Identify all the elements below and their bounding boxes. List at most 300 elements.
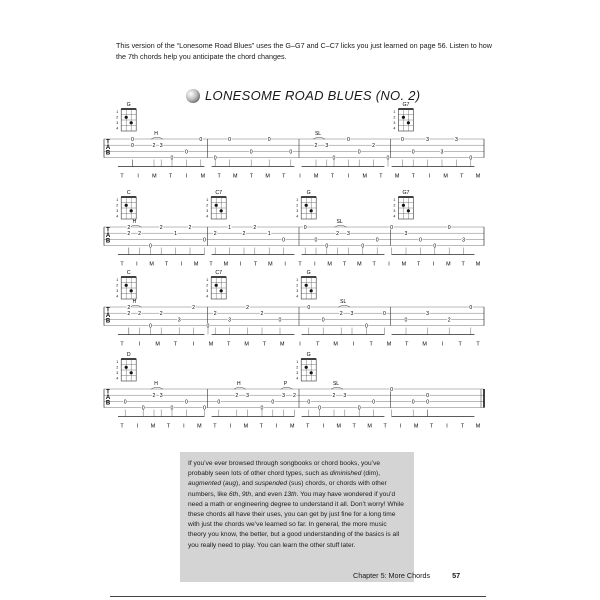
- chapter-title: Chapter 5: More Chords: [353, 571, 431, 580]
- chord-name: C: [126, 270, 131, 276]
- string-number: 2: [296, 203, 299, 208]
- fret-number: 2: [253, 224, 257, 231]
- fret-number: 0: [404, 317, 408, 324]
- picking-finger: I: [180, 261, 183, 268]
- string-number: 1: [206, 278, 209, 282]
- picking-finger: I: [441, 341, 444, 348]
- picking-finger: T: [259, 423, 263, 430]
- picking-finger: T: [306, 423, 310, 430]
- picking-finger: T: [405, 341, 409, 348]
- picking-finger: T: [120, 423, 124, 430]
- picking-finger: M: [233, 173, 238, 180]
- page-footer: [353, 571, 460, 580]
- picking-finger: M: [208, 341, 214, 348]
- finger-dot: [407, 121, 410, 124]
- picking-finger: M: [244, 341, 249, 348]
- picking-finger: M: [475, 423, 481, 430]
- string-number: 4: [296, 214, 299, 219]
- fret-number: 0: [249, 149, 253, 156]
- picking-finger: M: [150, 423, 156, 430]
- picking-finger: M: [265, 173, 270, 180]
- fret-number: 1: [267, 231, 271, 238]
- picking-finger: M: [155, 341, 160, 348]
- picking-finger: I: [276, 423, 278, 430]
- fret-number: 2: [372, 143, 376, 150]
- fret-number: 2: [246, 304, 250, 311]
- fret-number: 2: [213, 311, 217, 318]
- string-number: 1: [296, 278, 299, 282]
- string-number: 3: [116, 289, 119, 293]
- fret-number: 0: [314, 237, 318, 244]
- fret-number: 3: [325, 143, 329, 150]
- finger-dot: [125, 204, 128, 207]
- picking-finger: T: [342, 261, 347, 268]
- fret-number: 2: [138, 231, 142, 238]
- chord-name: G7: [402, 190, 410, 196]
- fret-number: 0: [346, 136, 350, 143]
- fret-number: 0: [148, 323, 152, 330]
- finger-dot: [220, 289, 223, 292]
- picking-finger: T: [476, 341, 480, 348]
- string-number: 3: [206, 209, 209, 213]
- picking-finger: M: [200, 173, 206, 180]
- finger-dot: [130, 371, 133, 374]
- picking-finger: T: [460, 423, 465, 430]
- string-number: 1: [116, 278, 119, 282]
- fret-number: 0: [357, 149, 361, 156]
- picking-finger: I: [399, 423, 402, 430]
- fret-number: 3: [454, 136, 458, 143]
- fret-number: 0: [267, 136, 271, 143]
- chord-types-callout: [180, 452, 414, 582]
- string-number: 2: [116, 365, 119, 370]
- fret-number: 0: [390, 386, 394, 393]
- string-number: 4: [116, 126, 119, 131]
- fret-number: 1: [228, 224, 232, 231]
- fret-number: 0: [357, 405, 361, 412]
- fret-number: 3: [462, 237, 466, 244]
- string-number: 3: [296, 289, 299, 293]
- callout-italic-term: augmented: [188, 480, 221, 488]
- fret-number: 2: [127, 231, 131, 238]
- picking-finger: T: [249, 173, 254, 180]
- picking-finger: I: [185, 173, 188, 180]
- fret-number: 0: [130, 143, 134, 150]
- picking-finger: M: [336, 423, 341, 430]
- string-number: 3: [393, 121, 396, 125]
- technique-mark: SL: [340, 299, 347, 305]
- fret-number: 0: [469, 155, 473, 162]
- finger-dot: [125, 284, 128, 287]
- tab-clef-letter: A: [105, 145, 111, 152]
- tab-clef-letter: B: [105, 400, 111, 407]
- string-number: 3: [296, 209, 299, 213]
- finger-dot: [310, 289, 313, 292]
- callout-text: If you’ve ever browsed through songbooks or chord books, you’ve probably seen lots of other chord types, such as: [188, 460, 381, 478]
- finger-dot: [130, 289, 133, 292]
- fret-number: 0: [318, 405, 322, 412]
- picking-finger: I: [284, 261, 286, 268]
- tab-clef-letter: T: [106, 227, 110, 234]
- picking-finger: T: [120, 261, 124, 268]
- finger-dot: [407, 209, 410, 212]
- fret-number: 0: [390, 224, 394, 231]
- string-number: 2: [206, 203, 209, 208]
- string-number: 1: [116, 198, 119, 202]
- chord-name: G7: [402, 102, 410, 108]
- fret-number: 0: [202, 405, 206, 412]
- fret-number: 2: [314, 143, 318, 150]
- picking-finger: M: [367, 423, 372, 430]
- fret-number: 0: [321, 317, 325, 324]
- finger-dot: [125, 116, 128, 119]
- picking-finger: I: [137, 173, 139, 180]
- fret-number: 3: [177, 317, 181, 324]
- fret-number: 0: [418, 237, 422, 244]
- fret-number: 0: [282, 237, 286, 244]
- picking-finger: T: [383, 423, 387, 430]
- picking-finger: T: [217, 173, 221, 180]
- fret-number: 2: [336, 231, 340, 238]
- fret-number: 0: [332, 155, 336, 162]
- string-number: 4: [116, 214, 119, 219]
- picking-finger: I: [314, 261, 316, 268]
- picking-finger: T: [173, 341, 178, 348]
- string-number: 3: [296, 371, 299, 375]
- fret-number: 0: [170, 405, 174, 412]
- finger-dot: [402, 204, 405, 207]
- string-number: 3: [116, 209, 119, 213]
- finger-dot: [130, 121, 133, 124]
- fret-number: 0: [386, 155, 390, 162]
- chord-name: G: [306, 270, 311, 276]
- fret-number: 3: [228, 317, 232, 324]
- picking-finger: M: [223, 261, 229, 268]
- picking-finger: T: [330, 173, 335, 180]
- fret-number: 3: [346, 231, 350, 238]
- picking-finger: I: [192, 341, 194, 348]
- picking-finger: T: [166, 423, 171, 430]
- picking-finger: T: [282, 173, 286, 180]
- page-number: 57: [452, 571, 461, 580]
- fret-number: 3: [440, 149, 444, 156]
- picking-finger: T: [372, 261, 376, 268]
- callout-italic-term: suspended: [254, 480, 288, 488]
- string-number: 1: [206, 198, 209, 202]
- tab-clef-letter: B: [105, 238, 111, 245]
- fret-number: 0: [307, 399, 311, 406]
- chord-name: G: [306, 352, 311, 358]
- technique-mark: H: [154, 381, 158, 387]
- chord-name: G: [126, 102, 131, 108]
- picking-finger: I: [136, 423, 139, 430]
- picking-finger: M: [193, 261, 199, 268]
- fret-number: 2: [260, 311, 264, 318]
- fret-number: 0: [217, 399, 221, 406]
- picking-finger: T: [120, 173, 124, 180]
- picking-finger: T: [213, 423, 217, 430]
- picking-finger: M: [446, 261, 451, 268]
- picking-finger: M: [401, 261, 407, 268]
- song-title: LONESOME ROAD BLUES (NO. 2): [205, 88, 421, 103]
- string-number: 4: [296, 294, 299, 299]
- fret-number: 0: [170, 155, 174, 162]
- string-number: 4: [393, 126, 396, 131]
- fret-number: 0: [447, 224, 451, 231]
- string-number: 2: [393, 203, 396, 208]
- fret-number: 0: [184, 399, 188, 406]
- picking-finger: I: [322, 423, 324, 430]
- tab-clef-letter: A: [105, 233, 111, 240]
- fret-number: 2: [213, 231, 217, 238]
- finger-dot: [130, 209, 133, 212]
- technique-mark: SL: [314, 131, 322, 137]
- technique-mark: H: [154, 131, 158, 137]
- finger-dot: [310, 209, 313, 212]
- fret-number: 3: [282, 393, 286, 400]
- picking-finger: T: [429, 423, 434, 430]
- callout-text: , and even: [251, 490, 284, 498]
- fret-number: 3: [426, 136, 430, 143]
- string-number: 4: [206, 294, 209, 299]
- string-number: 1: [296, 360, 299, 364]
- finger-dot: [215, 284, 218, 287]
- picking-finger: T: [369, 341, 373, 348]
- fret-number: 0: [260, 405, 264, 412]
- chord-name: G: [306, 190, 311, 196]
- fret-number: 2: [188, 224, 192, 231]
- fret-number: 0: [426, 399, 430, 406]
- picking-finger: T: [417, 261, 421, 268]
- picking-finger: I: [388, 261, 390, 268]
- fret-number: 0: [278, 317, 282, 324]
- picking-finger: I: [229, 423, 232, 430]
- callout-italic-term: aug: [225, 480, 237, 488]
- string-number: 3: [393, 209, 396, 213]
- picking-finger: M: [268, 261, 273, 268]
- fret-number: 2: [235, 393, 239, 400]
- intro-paragraph: This version of the “Lonesome Road Blues” uses the G–G7 and C–C7 licks you just learned on page 56. Listen to how the 7th chords help you anticipate the chord changes.: [116, 41, 492, 61]
- chord-name: C7: [215, 270, 223, 276]
- string-number: 4: [116, 376, 119, 381]
- fret-number: 0: [372, 399, 376, 406]
- picking-finger: M: [362, 173, 367, 180]
- picking-finger: T: [253, 261, 258, 268]
- fret-number: 3: [350, 311, 354, 318]
- callout-text: (dim),: [361, 470, 381, 478]
- picking-finger: I: [432, 261, 435, 268]
- string-number: 2: [116, 203, 119, 208]
- string-number: 2: [296, 365, 299, 370]
- string-number: 1: [116, 360, 119, 364]
- fret-number: 2: [332, 393, 336, 400]
- fret-number: 2: [127, 304, 131, 311]
- picking-finger: T: [379, 173, 383, 180]
- fret-number: 0: [289, 149, 293, 156]
- fret-number: 2: [242, 231, 246, 238]
- picking-finger: I: [299, 341, 301, 348]
- fret-number: 0: [228, 136, 232, 143]
- picking-finger: T: [227, 341, 231, 348]
- finger-dot: [402, 116, 405, 119]
- fret-number: 0: [433, 243, 437, 250]
- fret-number: 0: [271, 399, 275, 406]
- callout-text: (: [221, 480, 226, 488]
- fret-number: 3: [426, 311, 430, 318]
- picking-finger: T: [298, 261, 302, 268]
- picking-finger: M: [333, 341, 338, 348]
- finger-dot: [215, 204, 218, 207]
- picking-finger: T: [316, 341, 320, 348]
- string-number: 1: [296, 198, 299, 202]
- fret-number: 0: [130, 136, 134, 143]
- technique-mark: P: [283, 381, 288, 387]
- fret-number: 0: [375, 237, 379, 244]
- tab-clef-letter: B: [105, 318, 111, 325]
- picking-finger: T: [209, 261, 213, 268]
- fret-number: 3: [159, 393, 163, 400]
- callout-text: . You may have wondered if you’d need a math or engineering degree to understand it all. Don’t worry! While these chords all have their uses, you can get by just fine for a long time with just the chords we’ve learned so far. In general, the more music theory you know, the better, but a good understanding of the basics is all you really need to play. You can learn the other stuff later.: [188, 490, 404, 549]
- callout-italic-term: 9th: [241, 490, 252, 498]
- fret-number: 0: [202, 237, 206, 244]
- picking-finger: I: [136, 261, 138, 268]
- picking-finger: M: [443, 173, 448, 180]
- fret-number: 2: [152, 143, 156, 150]
- picking-finger: I: [239, 261, 242, 268]
- picking-finger: M: [152, 173, 157, 180]
- picking-finger: I: [428, 173, 431, 180]
- fret-number: 0: [213, 155, 217, 162]
- picking-finger: T: [461, 261, 465, 268]
- tab-clef-letter: T: [106, 139, 110, 146]
- picking-finger: M: [357, 261, 362, 268]
- fret-number: 0: [303, 224, 307, 231]
- fret-number: 0: [148, 243, 152, 250]
- callout-text: ,: [238, 490, 242, 498]
- string-number: 2: [116, 283, 119, 288]
- fret-number: 2: [192, 304, 196, 311]
- picking-finger: T: [411, 173, 415, 180]
- fret-number: 2: [292, 393, 296, 400]
- picking-finger: T: [120, 341, 124, 348]
- string-number: 4: [393, 214, 396, 219]
- technique-mark: H: [132, 299, 137, 305]
- string-number: 1: [393, 198, 396, 202]
- tab-clef-letter: T: [106, 307, 110, 314]
- picking-finger: M: [279, 341, 285, 348]
- picking-finger: M: [197, 423, 202, 430]
- string-number: 3: [116, 121, 119, 125]
- fret-number: 0: [206, 323, 210, 330]
- fret-number: 0: [411, 149, 415, 156]
- fret-number: 0: [184, 149, 188, 156]
- picking-finger: I: [139, 341, 141, 348]
- string-number: 4: [206, 214, 209, 219]
- fret-number: 0: [141, 405, 145, 412]
- picking-finger: T: [458, 341, 462, 348]
- picking-finger: M: [475, 173, 481, 180]
- fret-number: 0: [382, 311, 386, 318]
- tab-clef-letter: B: [105, 150, 111, 157]
- fret-number: 0: [123, 399, 127, 406]
- footer-divider: [110, 596, 486, 597]
- picking-finger: M: [394, 173, 400, 180]
- technique-mark: SL: [336, 219, 343, 225]
- callout-italic-term: diminished: [329, 470, 362, 478]
- string-number: 3: [116, 371, 119, 375]
- fret-number: 0: [364, 323, 368, 330]
- fret-number: 0: [469, 304, 473, 311]
- fret-number: 2: [447, 317, 451, 324]
- string-number: 1: [116, 110, 119, 114]
- picking-finger: M: [422, 341, 427, 348]
- callout-text: ), and: [236, 480, 255, 488]
- fret-number: 1: [174, 231, 178, 238]
- picking-finger: M: [386, 341, 392, 348]
- string-number: 1: [393, 110, 396, 114]
- tab-clef-letter: A: [105, 395, 111, 402]
- picking-finger: I: [446, 423, 448, 430]
- picking-finger: M: [290, 423, 295, 430]
- string-number: 4: [296, 376, 299, 381]
- chord-name: D: [126, 352, 131, 358]
- picking-finger: M: [327, 261, 332, 268]
- fret-number: 2: [159, 311, 163, 318]
- fret-number: 0: [307, 304, 311, 311]
- fret-number: 0: [325, 243, 329, 250]
- tab-clef-letter: T: [106, 389, 110, 396]
- picking-finger: M: [413, 423, 419, 430]
- picking-finger: I: [183, 423, 185, 430]
- fret-number: 2: [159, 224, 163, 231]
- technique-mark: H: [132, 219, 137, 225]
- picking-finger: T: [164, 261, 169, 268]
- picking-finger: M: [243, 423, 249, 430]
- finger-dot: [125, 366, 128, 369]
- fret-number: 0: [361, 243, 365, 250]
- fret-number: 2: [127, 224, 131, 231]
- technique-mark: H: [236, 381, 241, 387]
- picking-finger: T: [460, 173, 464, 180]
- technique-mark: SL: [332, 381, 340, 387]
- finger-dot: [220, 209, 223, 212]
- fret-number: 3: [246, 393, 250, 400]
- fret-number: 0: [199, 136, 203, 143]
- fret-number: 0: [400, 136, 404, 143]
- fret-number: 0: [426, 393, 430, 400]
- finger-dot: [305, 204, 308, 207]
- string-number: 2: [296, 283, 299, 288]
- finger-dot: [305, 284, 308, 287]
- chord-name: C7: [215, 190, 223, 196]
- callout-italic-term: 13th: [283, 490, 297, 498]
- picking-finger: T: [262, 341, 267, 348]
- string-number: 2: [116, 115, 119, 120]
- picking-finger: M: [149, 261, 154, 268]
- fret-number: 0: [411, 399, 415, 406]
- string-number: 2: [393, 115, 396, 120]
- picking-finger: M: [475, 261, 481, 268]
- finger-dot: [305, 366, 308, 369]
- fret-number: 2: [127, 311, 131, 318]
- callout-text: (sus) chords, or chords with other numbers, like: [188, 480, 387, 498]
- fret-number: 2: [138, 311, 142, 318]
- string-number: 4: [116, 294, 119, 299]
- fret-number: 3: [159, 143, 163, 150]
- fret-number: 2: [339, 311, 343, 318]
- tab-clef-letter: A: [105, 313, 111, 320]
- finger-dot: [310, 371, 313, 374]
